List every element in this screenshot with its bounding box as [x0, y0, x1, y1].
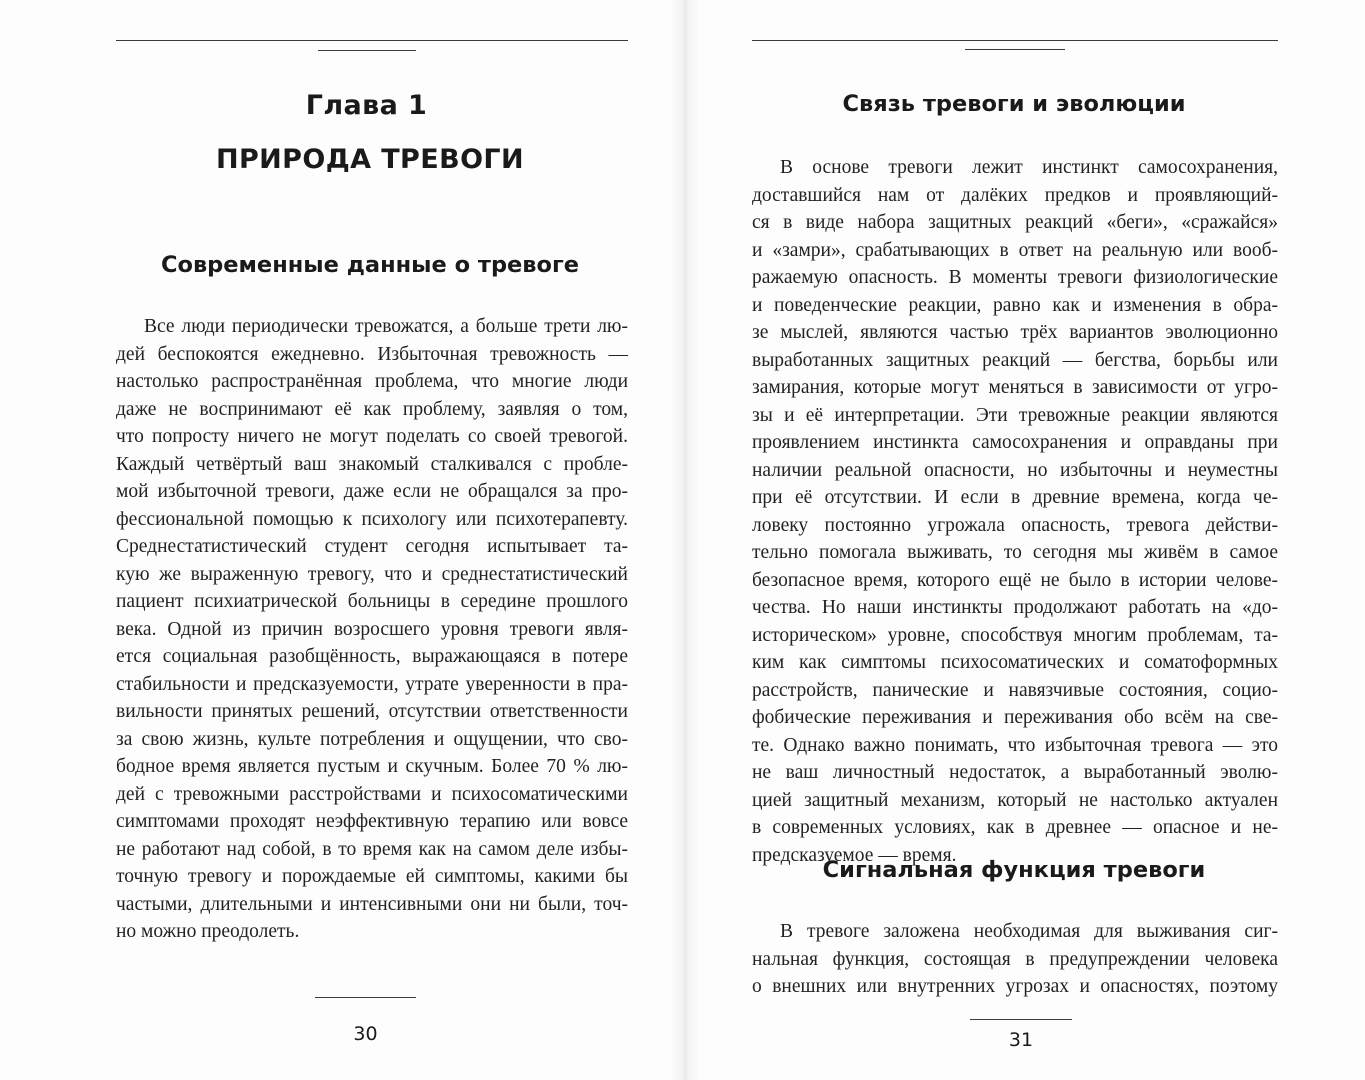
section-title-signal-function: Сигнальная функция тревоги	[822, 857, 1206, 883]
text-line: цией защитный механизм, который не настолько актуален	[752, 789, 1278, 811]
text-line: чества. Но наши инстинкты продолжают работать на «до-	[752, 597, 1278, 618]
header-rule-long	[116, 40, 628, 41]
page-number: 31	[1008, 1029, 1034, 1051]
text-line: ловеку постоянно угрожала опасность, тревога действи-	[752, 514, 1278, 536]
chapter-title: ПРИРОДА ТРЕВОГИ	[215, 144, 525, 175]
section-paragraph	[116, 313, 628, 946]
text-line: мой избыточной тревоги, даже если не обращался за про-	[116, 481, 628, 502]
chapter-number: Глава 1	[305, 90, 428, 121]
evolution-paragraph	[752, 154, 1278, 869]
text-line: бодное время является пустым и скучным. Более 70 % лю-	[116, 756, 628, 777]
text-line: проявлением инстинкта самосохранения и оправданы при	[752, 432, 1278, 453]
text-line: замирания, которые могут меняться в зависимости от угро-	[752, 377, 1278, 398]
text-line: стабильности и предсказуемости, утрате уверенности в пра-	[116, 673, 628, 695]
text-line: ется социальная разобщённость, выражающаяся в потере	[116, 646, 628, 667]
text-line: В основе тревоги лежит инстинкт самосохранения,	[780, 157, 1278, 178]
page-number: 30	[353, 1023, 378, 1045]
text-line: не ваш личностный недостаток, а выработанный эволю-	[752, 762, 1278, 783]
text-line: точную тревогу и порождаемые ей симптомы, какими бы	[116, 866, 628, 887]
text-line: дей с тревожными расстройствами и психосоматическими	[116, 783, 628, 805]
signal-function-paragraph	[752, 918, 1278, 1001]
text-line: настолько распространённая проблема, что многие люди	[116, 371, 628, 392]
text-line: историческом» уровне, способствуя многим проблемам, та-	[752, 624, 1278, 646]
text-line: выработанных защитных реакций — бегства, борьбы или	[752, 349, 1278, 371]
text-line: доставшийся нам от далёких предков и проявляющий-	[752, 184, 1278, 206]
text-line: за свою жизнь, культе потребления и ощущении, что сво-	[116, 728, 628, 750]
text-line: расстройств, панические и навязчивые состояния, социо-	[752, 679, 1278, 701]
header-rule-short	[965, 49, 1065, 50]
text-line: ражаемую опасность. В моменты тревоги физиологические	[752, 267, 1278, 288]
header-rule-long	[752, 40, 1278, 41]
text-line: кую же выраженную тревогу, что и среднестатистический	[116, 563, 628, 585]
text-line: но можно преодолеть.	[116, 921, 300, 942]
text-line: и поведенческие реакции, равно как и изменения в обра-	[752, 294, 1278, 316]
text-line: зе мыслей, являются частью трёх вариантов эволюционно	[752, 322, 1278, 343]
text-line: наличии реальной опасности, но избыточны и неуместны	[752, 459, 1278, 481]
text-line: даже не воспринимают её как проблему, заявляя о том,	[116, 398, 628, 420]
text-line: вильности принятых решений, отсутствии ответственности	[116, 701, 628, 722]
text-line: фессиональной помощью к психологу или психотерапевту.	[116, 508, 628, 530]
text-line: тельно помогала выживать, то сегодня мы живём в самое	[752, 542, 1278, 563]
text-line: предсказуемое — время.	[752, 844, 957, 866]
text-line: что попросту ничего не могут поделать со своей тревогой.	[116, 426, 628, 447]
text-line: Среднестатистический студент сегодня испытывает та-	[116, 536, 628, 557]
footer-rule	[315, 997, 416, 998]
text-line: Каждый четвёртый ваш знакомый сталкивался с пробле-	[116, 453, 628, 475]
text-line: ким как симптомы психосоматических и соматоформных	[752, 652, 1278, 673]
text-line: симптомами проходят неэффективную терапию или вовсе	[116, 811, 628, 832]
footer-rule	[970, 1019, 1072, 1020]
text-line: фобические переживания и переживания обо всём на све-	[752, 707, 1278, 728]
text-line: зы и её интерпретации. Эти тревожные реакции являются	[752, 404, 1278, 426]
text-line: и «замри», срабатывающих в ответ на реальную или вооб-	[752, 239, 1278, 261]
section-title-evolution: Связь тревоги и эволюции	[842, 91, 1186, 117]
text-line: в современных условиях, как в древнее — опасное и не-	[752, 817, 1278, 838]
text-line: частыми, длительными и интенсивными они ни были, точ-	[116, 893, 628, 915]
header-rule-short	[318, 50, 416, 51]
text-line: дей беспокоятся ежедневно. Избыточная тревожность —	[116, 343, 628, 365]
text-line: о внешних или внутренних угрозах и опасностях, поэтому	[752, 976, 1278, 997]
text-line: Все люди периодически тревожатся, а больше трети лю-	[144, 316, 628, 337]
text-line: века. Одной из причин возросшего уровня тревоги явля-	[116, 618, 628, 640]
text-line: В тревоге заложена необходимая для выживания сиг-	[780, 921, 1278, 942]
text-line: не работают над собой, в то время как на самом деле избы-	[116, 838, 628, 860]
section-title: Современные данные о тревоге	[160, 252, 580, 278]
text-line: пациент психиатрической больницы в середине прошлого	[116, 591, 628, 612]
text-line: ся в виде набора защитных реакций «беги», «сражайся»	[752, 212, 1278, 233]
text-line: при её отсутствии. И если в древние времена, когда че-	[752, 487, 1278, 508]
text-line: те. Однако важно понимать, что избыточная тревога — это	[752, 734, 1278, 756]
text-line: нальная функция, состоящая в предупреждении человека	[752, 948, 1278, 970]
right-page	[700, 0, 1365, 1080]
text-line: безопасное время, которого ещё не было в истории челове-	[752, 569, 1278, 591]
left-page	[0, 0, 670, 1080]
